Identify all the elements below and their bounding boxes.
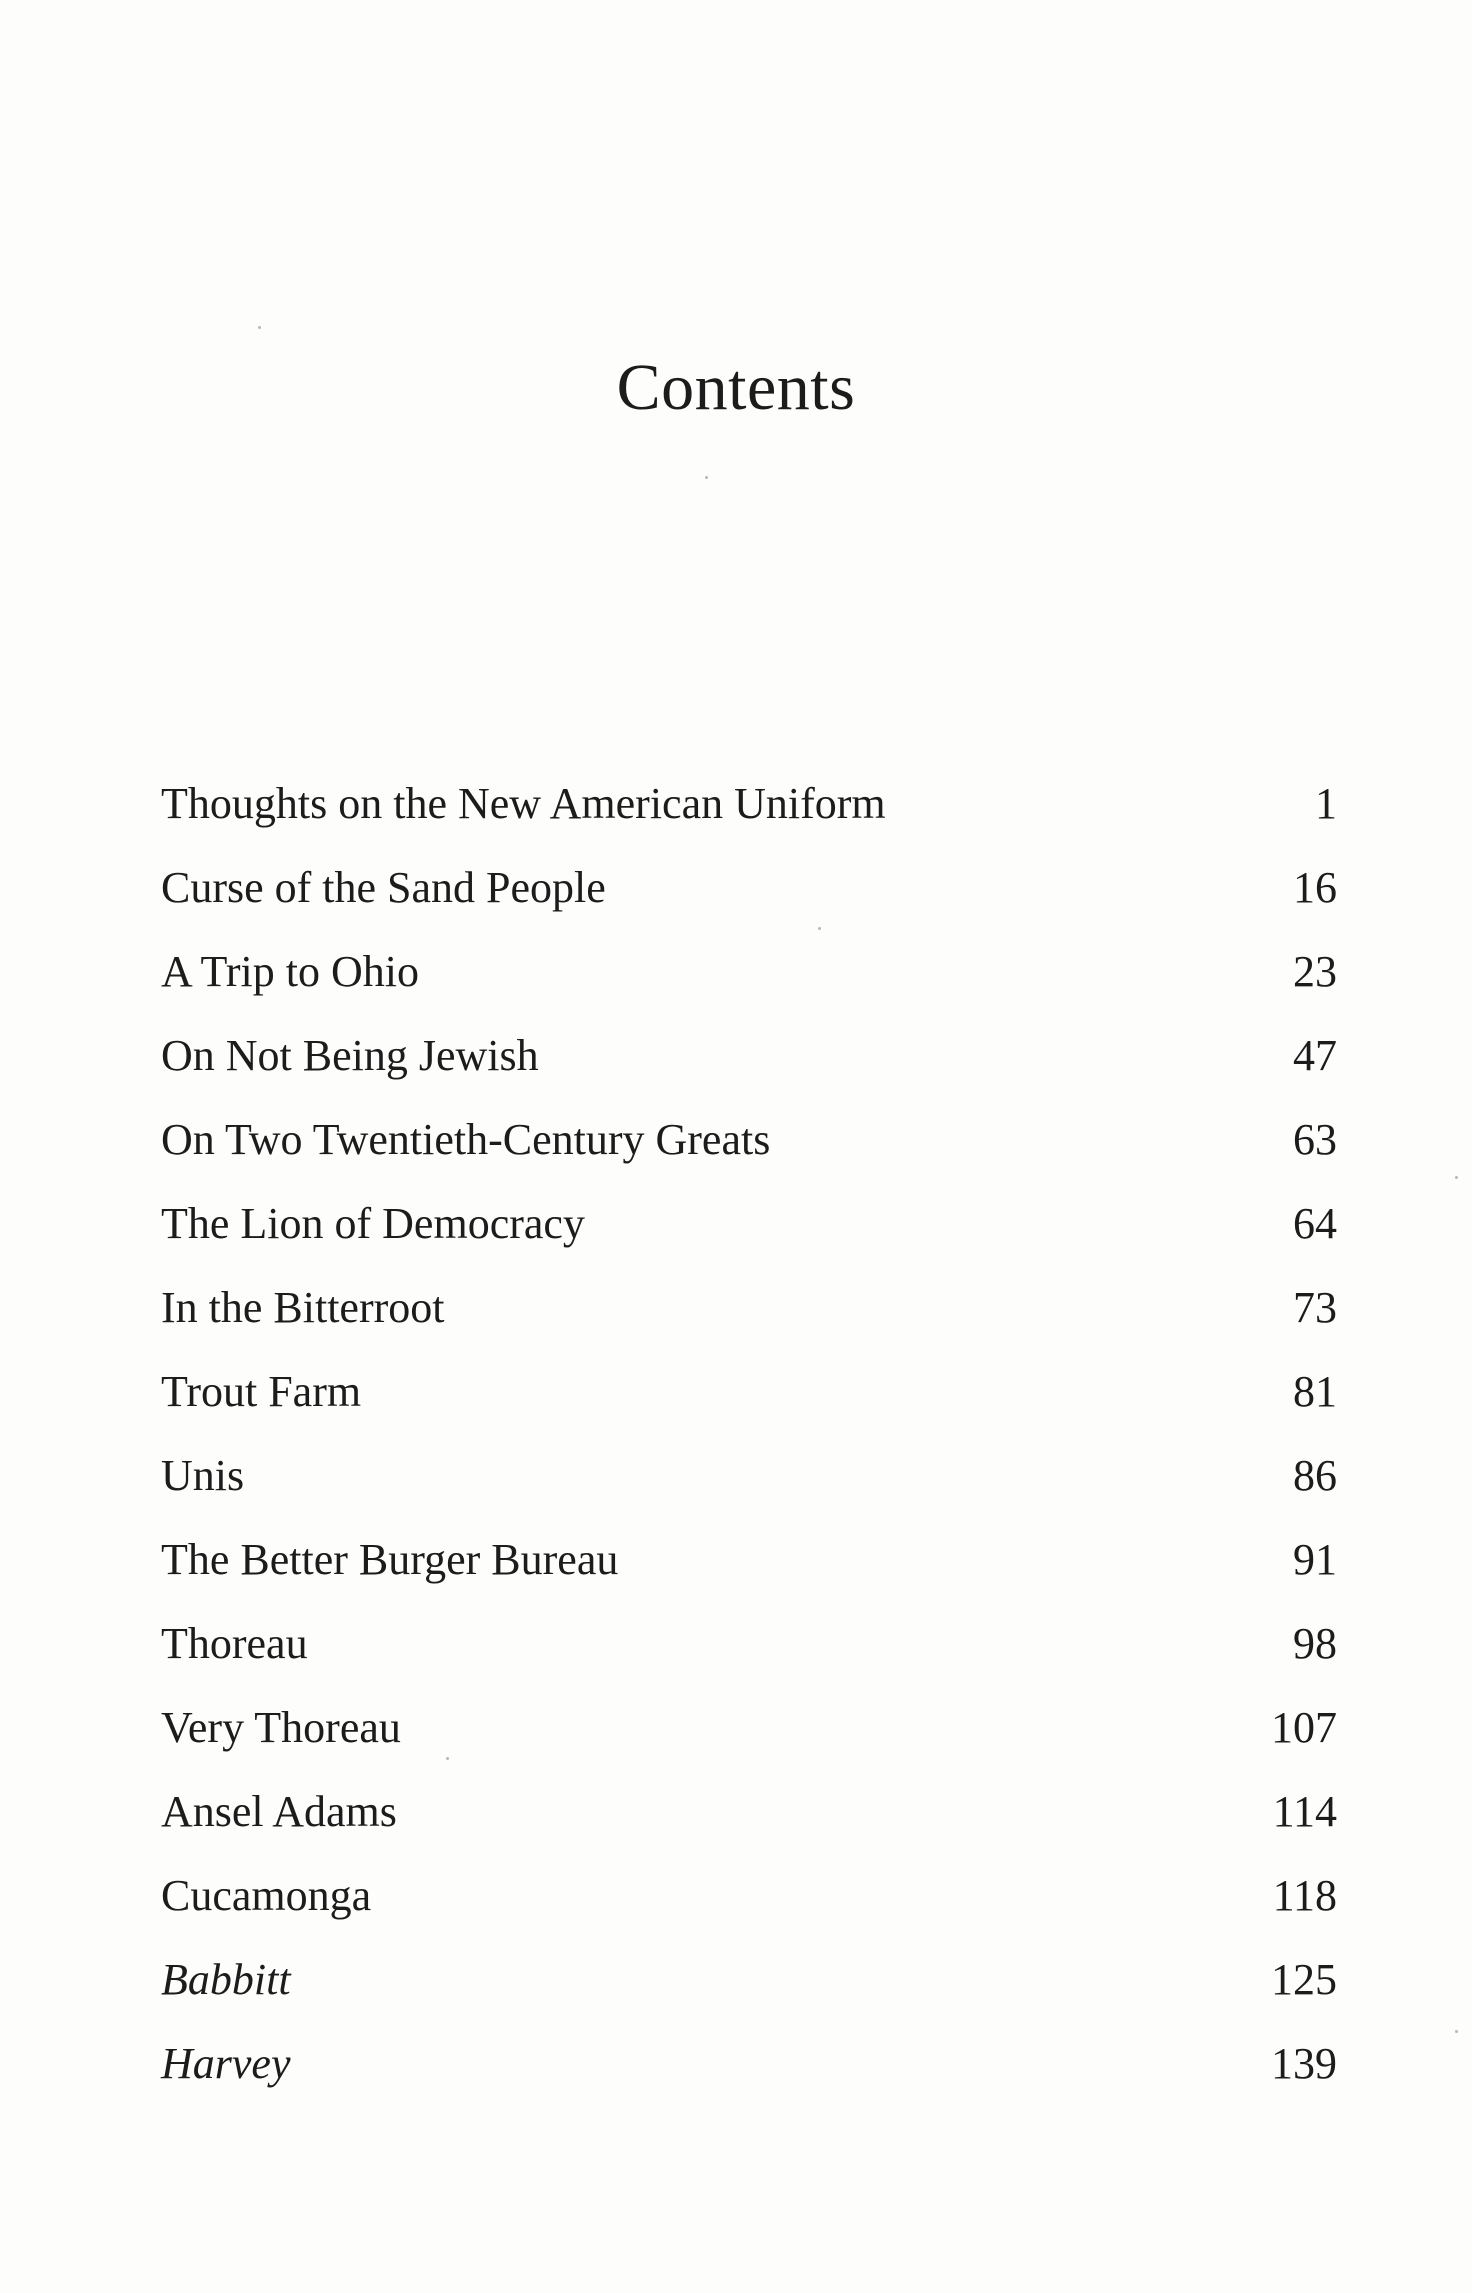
toc-entry — [161, 1602, 1337, 1686]
entry-title: Curse of the Sand People — [161, 863, 606, 912]
entry-title: Cucamonga — [161, 1871, 372, 1920]
entry-page-number: 73 — [1293, 1283, 1337, 1332]
toc-entry — [161, 1266, 1337, 1350]
scan-speck — [705, 476, 708, 479]
entry-page-number: 125 — [1271, 1955, 1337, 2004]
toc-entry — [161, 2022, 1337, 2106]
entry-title: Thoreau — [161, 1619, 308, 1668]
entry-title: Unis — [161, 1451, 245, 1500]
toc-entry — [161, 762, 1337, 846]
entry-title: The Better Burger Bureau — [161, 1535, 619, 1584]
entry-page-number: 81 — [1293, 1367, 1337, 1416]
entry-page-number: 47 — [1293, 1031, 1337, 1080]
toc-entry — [161, 1014, 1337, 1098]
toc-entry — [161, 1098, 1337, 1182]
scan-speck — [818, 927, 821, 930]
toc-entry — [161, 1350, 1337, 1434]
entry-page-number: 1 — [1315, 779, 1337, 828]
toc-entry — [161, 846, 1337, 930]
entry-title: Trout Farm — [161, 1367, 362, 1416]
entry-page-number: 98 — [1293, 1619, 1337, 1668]
toc-entry — [161, 1686, 1337, 1770]
toc-entry — [161, 930, 1337, 1014]
toc-entry — [161, 1770, 1337, 1854]
entry-title: In the Bitterroot — [161, 1283, 445, 1332]
entry-title: A Trip to Ohio — [161, 947, 419, 996]
entry-page-number: 107 — [1271, 1703, 1337, 1752]
toc-entry — [161, 1938, 1337, 2022]
entry-title: On Not Being Jewish — [161, 1031, 539, 1080]
scan-speck — [1455, 2030, 1458, 2033]
entry-title: Harvey — [161, 2039, 291, 2088]
entry-page-number: 91 — [1293, 1535, 1337, 1584]
scan-speck — [1455, 1176, 1458, 1179]
toc-entry — [161, 1518, 1337, 1602]
entry-page-number: 118 — [1272, 1871, 1337, 1920]
entry-title: Thoughts on the New American Uniform — [161, 779, 886, 828]
toc-entry — [161, 1854, 1337, 1938]
toc-entry — [161, 1182, 1337, 1266]
toc-entry — [161, 1434, 1337, 1518]
entry-title: On Two Twentieth-Century Greats — [161, 1115, 771, 1164]
entry-title: Very Thoreau — [161, 1703, 401, 1752]
entry-page-number: 114 — [1272, 1787, 1337, 1836]
entry-page-number: 139 — [1271, 2039, 1337, 2088]
entry-page-number: 16 — [1293, 863, 1337, 912]
entry-title: Ansel Adams — [161, 1787, 397, 1836]
entry-page-number: 86 — [1293, 1451, 1337, 1500]
scan-speck — [446, 1757, 449, 1760]
page-title: Contents — [616, 351, 856, 424]
entry-page-number: 64 — [1293, 1199, 1337, 1248]
entry-page-number: 63 — [1293, 1115, 1337, 1164]
entry-title: The Lion of Democracy — [161, 1199, 585, 1248]
entry-page-number: 23 — [1293, 947, 1337, 996]
scan-speck — [258, 326, 261, 329]
entry-title: Babbitt — [161, 1955, 291, 2004]
table-of-contents — [161, 762, 1337, 2106]
